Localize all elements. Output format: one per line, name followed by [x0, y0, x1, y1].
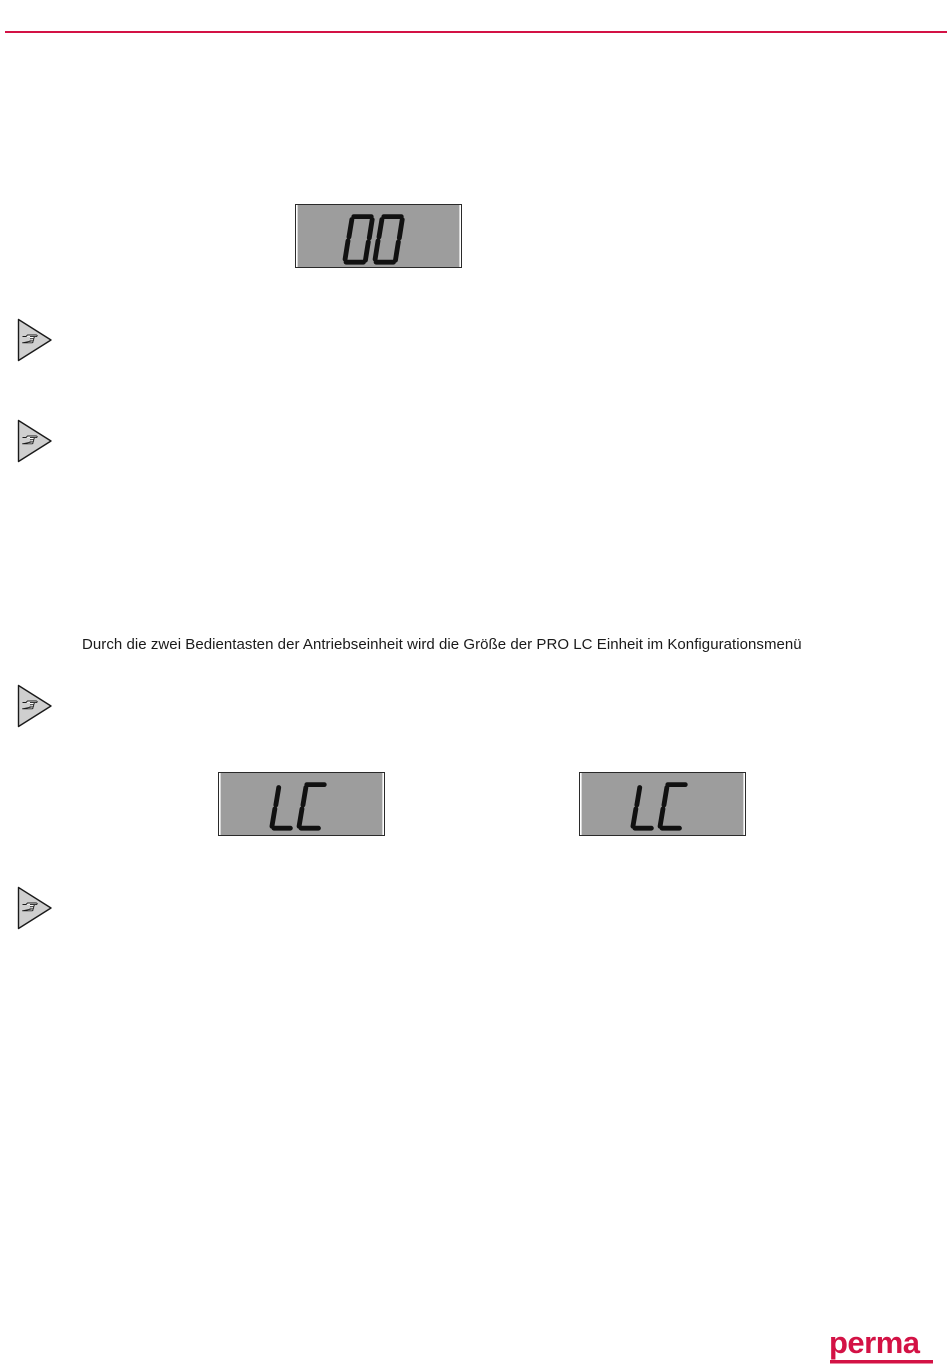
pointing-hand-triangle-icon [17, 886, 53, 930]
lcd-display-2 [218, 772, 385, 836]
perma-logo [829, 1328, 934, 1366]
logo-underline [830, 1360, 933, 1364]
body-paragraph: Durch die zwei Bedientasten der Antriebseinheit wird die Größe der PRO LC Einheit im Konfigurationsmenü [82, 636, 802, 653]
header-rule [5, 31, 947, 33]
lcd-display-1 [295, 204, 462, 268]
pointing-hand-triangle-icon [17, 684, 53, 728]
lcd-display-1-graphic [296, 205, 461, 267]
lcd-display-2-graphic [219, 773, 384, 835]
lcd-display-3-graphic [580, 773, 745, 835]
lcd-display-3 [579, 772, 746, 836]
logo-wordmark: perma [829, 1328, 920, 1360]
pointing-hand-triangle-icon [17, 318, 53, 362]
pointing-hand-triangle-icon [17, 419, 53, 463]
